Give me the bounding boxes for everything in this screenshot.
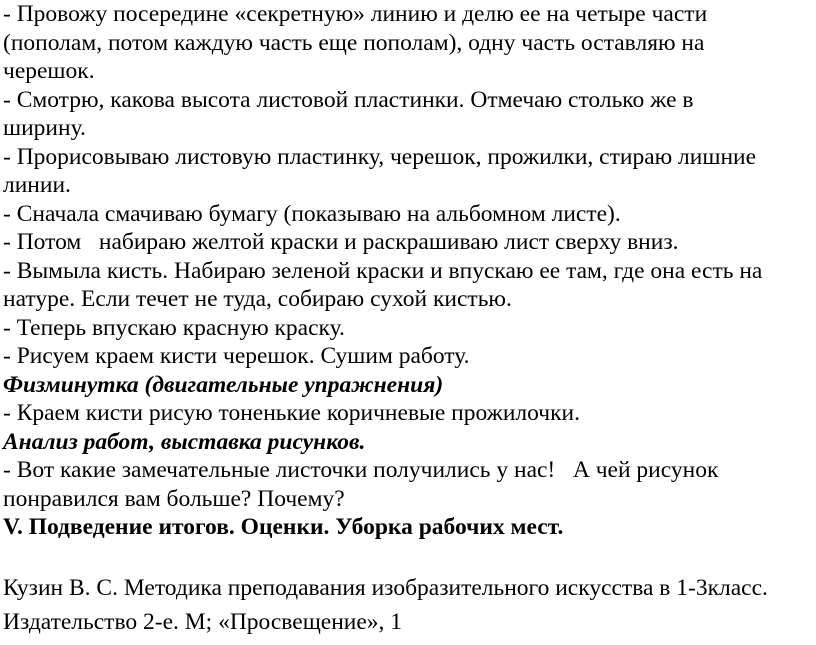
text-line: натуре. Если течет не туда, собираю сухой кистью. xyxy=(3,286,512,312)
reference-line: Издательство 2-е. М; «Просвещение», 1 xyxy=(3,608,403,635)
text-line: - Сначала смачиваю бумагу (показываю на альбомном листе). xyxy=(3,200,621,227)
text-line: - Теперь впускаю красную краску. xyxy=(3,314,345,341)
text-line: понравился вам больше? Почему? xyxy=(3,485,345,512)
summary-heading: V. Подведение итогов. Оценки. Уборка рабочих мест. xyxy=(3,514,564,540)
analysis-heading: Анализ работ, выставка рисунков. xyxy=(3,428,366,455)
text-line: - Потом набираю желтой краски и раскрашиваю лист сверху вниз. xyxy=(3,229,679,255)
text-line: - Провожу посередине «секретную» линию и делю ее на четыре части xyxy=(3,1,708,27)
text-line: (пополам, потом каждую часть еще пополам), одну часть оставляю на xyxy=(3,29,705,56)
text-line: - Вот какие замечательные листочки получились у нас! А чей рисунок xyxy=(3,457,719,483)
text-line: черешок. xyxy=(3,58,95,84)
text-line: - Рисуем краем кисти черешок. Сушим работу. xyxy=(3,343,470,369)
text-line: линии. xyxy=(3,172,71,198)
physminute-heading: Физминутка (двигательные упражнения) xyxy=(3,371,444,398)
blank-line xyxy=(0,542,816,571)
text-line: - Смотрю, какова высота листовой пластинки. Отмечаю столько же в xyxy=(3,86,694,113)
text-line: - Краем кисти рисую тоненькие коричневые прожилочки. xyxy=(3,400,580,426)
text-line: ширину. xyxy=(3,115,86,141)
reference-line: Кузин В. С. Методика преподавания изобразительного искусства в 1-3класс. xyxy=(3,574,768,601)
text-line: - Вымыла кисть. Набираю зеленой краски и впускаю ее там, где она есть на xyxy=(3,257,763,284)
text-line: - Прорисовываю листовую пластинку, черешок, прожилки, стираю лишние xyxy=(3,143,757,170)
